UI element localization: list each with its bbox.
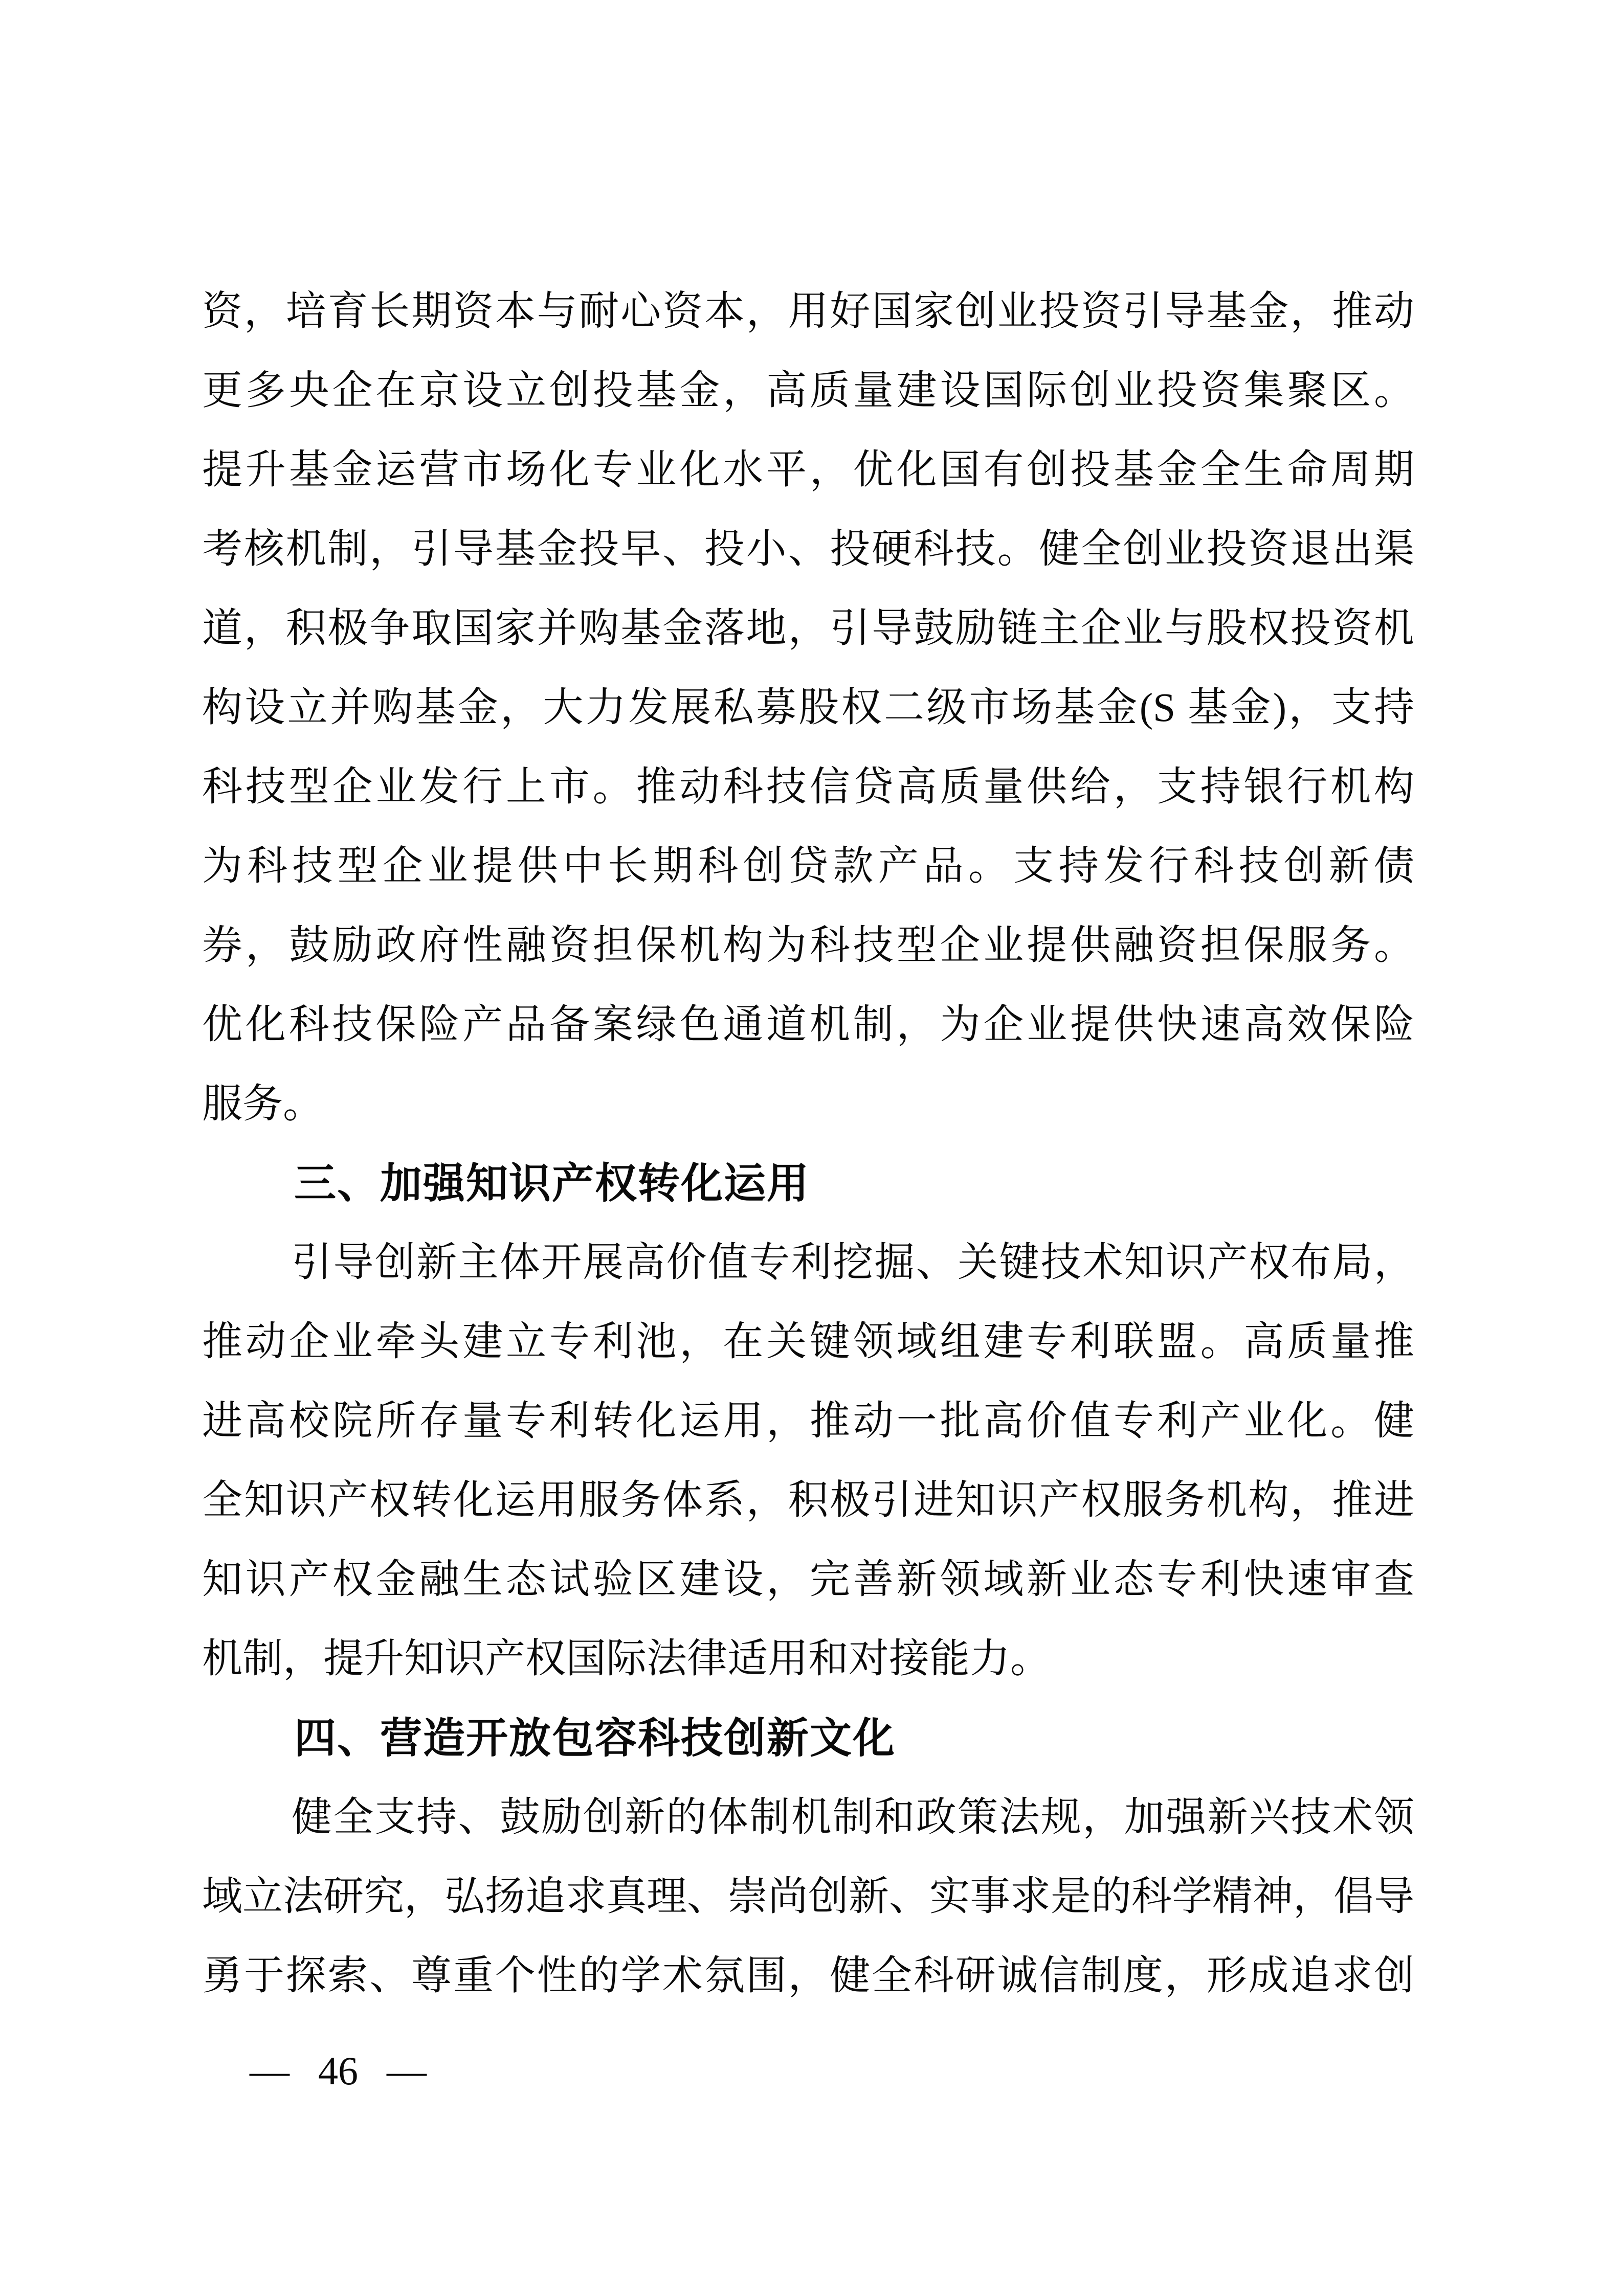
body-line: 考核机制，引导基金投早、投小、投硬科技。健全创业投资退出渠 <box>202 527 1414 572</box>
body-line: 域立法研究，弘扬追求真理、崇尚创新、实事求是的科学精神，倡导 <box>202 1875 1414 1919</box>
body-line: 服务。 <box>202 1082 323 1127</box>
text-block <box>202 272 1414 2016</box>
body-line: 知识产权金融生态试验区建设，完善新领域新业态专利快速审查 <box>202 1558 1414 1602</box>
body-line: 健全支持、鼓励创新的体制机制和政策法规，加强新兴技术领 <box>292 1795 1414 1840</box>
page-footer <box>250 2045 427 2097</box>
body-line: 进高校院所存量专利转化运用，推动一批高价值专利产业化。健 <box>202 1399 1414 1444</box>
section-heading: 四、营造开放包容科技创新文化 <box>294 1715 896 1762</box>
body-line: 构设立并购基金，大力发展私募股权二级市场基金(S 基金)，支持 <box>202 686 1414 730</box>
footer-dash-left: — <box>250 2049 290 2093</box>
body-line: 更多央企在京设立创投基金，高质量建设国际创业投资集聚区。 <box>202 369 1414 413</box>
body-line: 推动企业牵头建立专利池，在关键领域组建专利联盟。高质量推 <box>202 1320 1414 1364</box>
body-line: 勇于探索、尊重个性的学术氛围，健全科研诚信制度，形成追求创 <box>202 1954 1414 1998</box>
section-heading: 三、加强知识产权转化运用 <box>294 1160 810 1207</box>
body-line: 科技型企业发行上市。推动科技信贷高质量供给，支持银行机构 <box>202 765 1414 809</box>
body-line: 资，培育长期资本与耐心资本，用好国家创业投资引导基金，推动 <box>202 289 1414 334</box>
body-line: 提升基金运营市场化专业化水平，优化国有创投基金全生命周期 <box>202 448 1414 492</box>
body-line: 优化科技保险产品备案绿色通道机制，为企业提供快速高效保险 <box>202 1003 1414 1047</box>
body-line: 券，鼓励政府性融资担保机构为科技型企业提供融资担保服务。 <box>202 924 1414 968</box>
body-line: 机制，提升知识产权国际法律适用和对接能力。 <box>202 1637 1051 1681</box>
body-line: 道，积极争取国家并购基金落地，引导鼓励链主企业与股权投资机 <box>202 606 1414 651</box>
footer-dash-right: — <box>387 2049 427 2093</box>
body-line: 引导创新主体开展高价值专利挖掘、关键技术知识产权布局， <box>292 1241 1414 1285</box>
body-line: 为科技型企业提供中长期科创贷款产品。支持发行科技创新债 <box>202 844 1414 889</box>
body-line: 全知识产权转化运用服务体系，积极引进知识产权服务机构，推进 <box>202 1478 1414 1523</box>
page-number: 46 <box>318 2049 358 2093</box>
